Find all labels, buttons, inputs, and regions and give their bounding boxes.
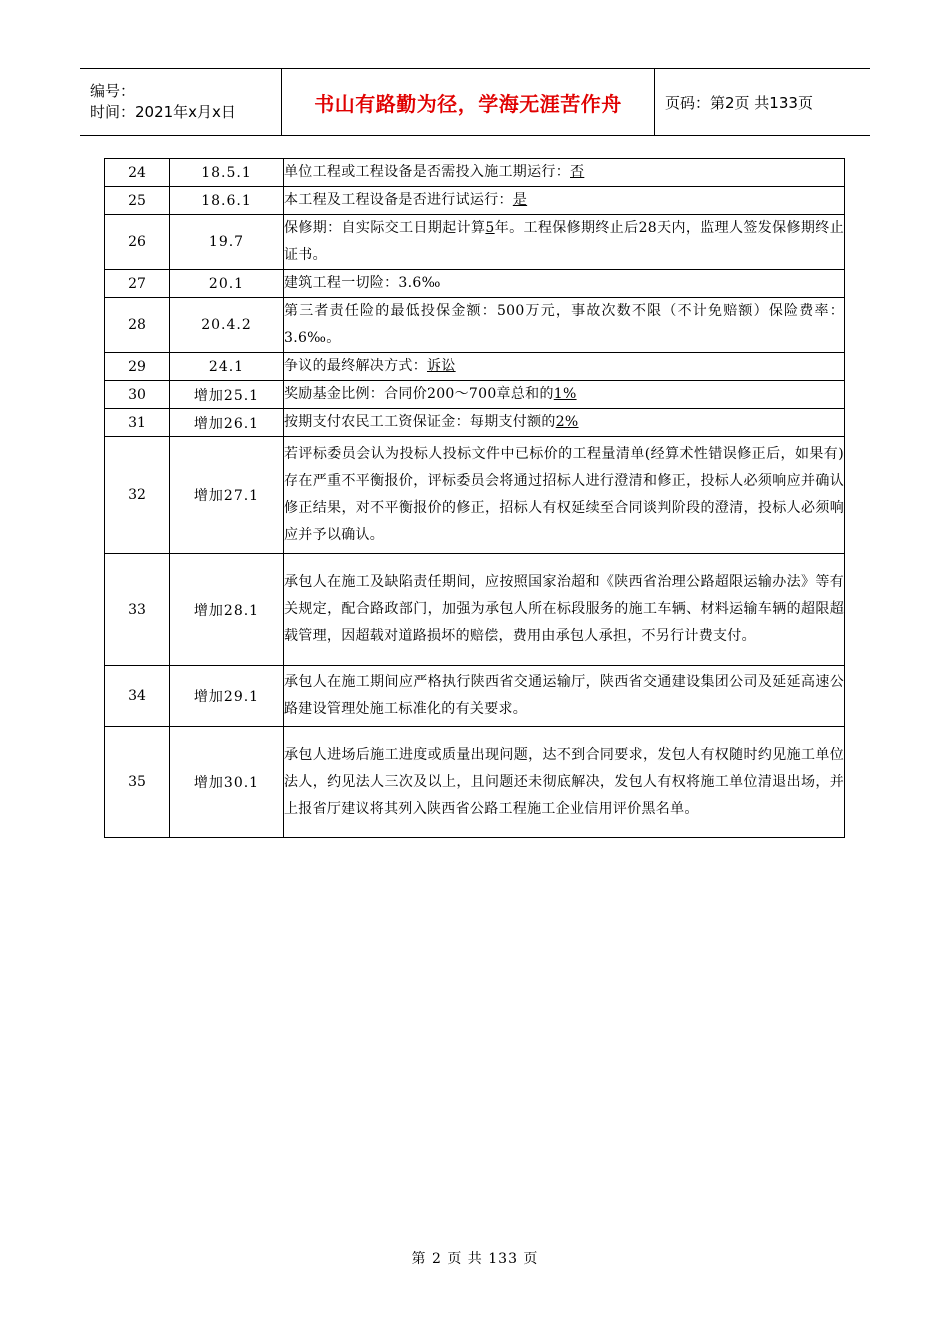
clause-number: 20.4.2 [170, 298, 284, 353]
clause-text: 承包人进场后施工进度或质量出现问题，达不到合同要求，发包人有权随时约见施工单位法人，约见法人三次及以上，且问题还未彻底解决，发包人有权将施工单位清退出场，并上报省厅建议将其列入陕西省公路工程施工企业信用评价黑名单。 [284, 746, 844, 817]
clause-text: 承包人在施工期间应严格执行陕西省交通运输厅，陕西省交通建设集团公司及延延高速公路建设管理处施工标准化的有关要求。 [284, 674, 844, 717]
clause-text: 若评标委员会认为投标人投标文件中已标价的工程量清单(经算术性错误修正后，如果有)存在严重不平衡报价，评标委员会将通过招标人进行澄清和修正，投标人必须响应并确认修正结果，对不平衡报价的修正，招标人有权延续至合同谈判阶段的澄清，投标人必须响应并予以确认。 [284, 446, 844, 543]
clause-underlined-value: 否 [570, 164, 585, 180]
clause-number: 20.1 [170, 270, 284, 298]
table-row [105, 409, 845, 437]
row-number: 30 [105, 381, 170, 409]
header-center [281, 69, 655, 135]
clause-number: 增加30.1 [170, 727, 284, 838]
table-row [105, 187, 845, 215]
row-number: 28 [105, 298, 170, 353]
clause-text: 保修期：自实际交工日期起计算 [284, 220, 486, 236]
table-row [105, 554, 845, 666]
row-number: 27 [105, 270, 170, 298]
table-row [105, 666, 845, 727]
clause-text: 建筑工程一切险：3.6‰ [284, 275, 441, 291]
row-number: 33 [105, 554, 170, 666]
table-row [105, 437, 845, 554]
row-number: 31 [105, 409, 170, 437]
clause-text: 第三者责任险的最低投保金额：500万元，事故次数不限（不计免赔额）保险费率：3.6‰。 [284, 303, 844, 346]
clause-text: 按期支付农民工工资保证金：每期支付额的 [284, 414, 556, 430]
clause-text: 本工程及工程设备是否进行试运行： [284, 192, 513, 208]
clause-content [284, 727, 845, 838]
clause-underlined-value: 1% [553, 386, 577, 402]
row-number: 29 [105, 353, 170, 381]
clause-content [284, 437, 845, 554]
clause-text: 单位工程或工程设备是否需投入施工期运行： [284, 164, 570, 180]
clause-content [284, 666, 845, 727]
footer-page-number: 第 2 页 共 133 页 [411, 1251, 539, 1267]
clause-text: 争议的最终解决方式： [284, 358, 427, 374]
header-motto: 书山有路勤为径，学海无涯苦作舟 [314, 91, 622, 116]
clause-number: 增加29.1 [170, 666, 284, 727]
clause-underlined-value: 是 [512, 192, 528, 208]
table-row [105, 727, 845, 838]
contract-clause-table [104, 158, 845, 838]
row-number: 35 [105, 727, 170, 838]
clause-number: 18.6.1 [170, 187, 284, 215]
clause-content [284, 215, 845, 270]
table-row [105, 298, 845, 353]
clause-content [284, 159, 845, 187]
row-number: 26 [105, 215, 170, 270]
clause-content [284, 187, 845, 215]
page-footer [0, 1248, 950, 1268]
clause-text: 承包人在施工及缺陷责任期间，应按照国家治超和《陕西省治理公路超限运输办法》等有关规定，配合路政部门，加强为承包人所在标段服务的施工车辆、材料运输车辆的超限超载管理，因超载对道路损坏的赔偿，费用由承包人承担，不另行计费支付。 [284, 574, 844, 644]
clause-underlined-value: 2% [555, 414, 579, 430]
row-number: 32 [105, 437, 170, 554]
clause-content [284, 381, 845, 409]
header-right [655, 69, 870, 135]
clause-number: 19.7 [170, 215, 284, 270]
table-row [105, 215, 845, 270]
clause-content [284, 298, 845, 353]
clause-number: 增加26.1 [170, 409, 284, 437]
table-row [105, 381, 845, 409]
clause-content [284, 270, 845, 298]
header-page-code: 页码：第2页 共133页 [665, 93, 813, 112]
clause-underlined-value: 5 [485, 220, 495, 236]
table-row [105, 270, 845, 298]
clause-number: 18.5.1 [170, 159, 284, 187]
table-row [105, 159, 845, 187]
clause-content [284, 353, 845, 381]
clause-content [284, 409, 845, 437]
table-row [105, 353, 845, 381]
clause-content [284, 554, 845, 666]
clause-number: 24.1 [170, 353, 284, 381]
row-number: 34 [105, 666, 170, 727]
document-number-label: 编号： [90, 82, 136, 100]
page-header [80, 68, 870, 136]
clause-number: 增加27.1 [170, 437, 284, 554]
header-left [80, 69, 281, 135]
clause-number: 增加28.1 [170, 554, 284, 666]
clause-text-suffix: 年。工程保修期终止后28天内，监理人签发保修期终止证书。 [284, 220, 844, 263]
clause-number: 增加25.1 [170, 381, 284, 409]
row-number: 24 [105, 159, 170, 187]
row-number: 25 [105, 187, 170, 215]
document-time-label: 时间：2021年x月x日 [90, 103, 236, 121]
clause-underlined-value: 诉讼 [427, 358, 456, 374]
clause-text: 奖励基金比例：合同价200～700章总和的 [284, 386, 554, 402]
